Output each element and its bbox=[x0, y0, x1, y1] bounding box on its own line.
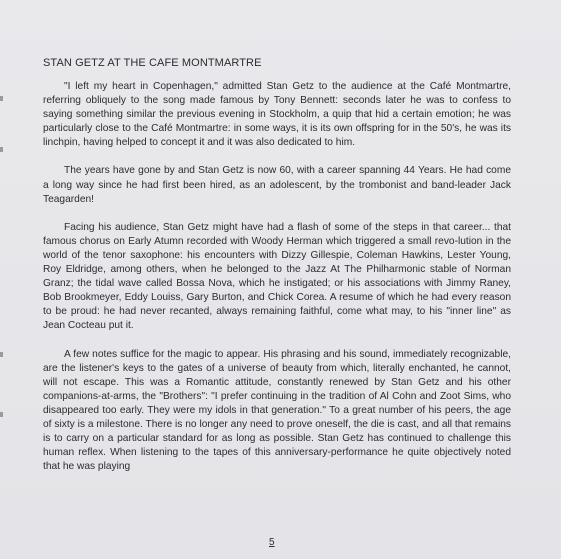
paragraph: "I left my heart in Copenhagen," admitted Stan Getz to the audience at the Café Montmartre, referring obliquely to the song made famous by Tony Bennett: seconds later he was to confess to saying something similar the previous evening in Stockholm, a quip that hid a certain emotion; he was particularly close to the Café Montmartre: in some ways, it is its own offspring for in the 50's, he was its linchpin, having helped to concept it and it was also dedicated to him. bbox=[43, 81, 511, 149]
edge-mark bbox=[0, 352, 3, 357]
article-title: STAN GETZ AT THE CAFE MONTMARTRE bbox=[43, 57, 262, 69]
edge-mark bbox=[0, 96, 3, 101]
edge-mark bbox=[0, 412, 3, 417]
paragraph: A few notes suffice for the magic to appear. His phrasing and his sound, immediately recognizable, are the listener's keys to the gates of a universe of beauty from which, literally enchanted, he cannot, will not escape. This was a Romantic attitude, constantly renewed by Stan Getz and his other companions-at-arms, the "Brothers": "I prefer continuing in the tradition of Al Cohn and Zoot Sims, who disappeared too early. They were my idols in that generation." To a great number of his peers, the age of sixty is a milestone. There is no longer any need to prove oneself, the die is cast, and all that remains is to carry on a particular standard for as long as possible. Stan Getz has continued to challenge this human reflex. When listening to the tapes of this anniversary-performance he quite objectively noted that he was playing bbox=[43, 348, 511, 473]
paragraph: Facing his audience, Stan Getz might have had a flash of some of the steps in that career... that famous chorus on Early Atumn recorded with Woody Herman which triggered a small revo-lution in the world of the tenor saxophone: his encounters with Dizzy Gillespie, Coleman Hawkins, Lester Young, Roy Eldridge, among others, when he belonged to the Jazz At The Philharmonic stable of Norman Granz; the tidal wave called Bossa Nova, which he instigated; or his associations with Jimmy Raney, Bob Brookmeyer, Eddy Louiss, Gary Burton, and Chick Corea. A resume of which he had every reason to be proud: he had never recanted, always remaining faithful, come what may, to his "inner line" as Jean Cocteau put it. bbox=[43, 221, 511, 332]
edge-mark bbox=[0, 147, 3, 152]
article-body bbox=[43, 80, 511, 488]
page-number: 5 bbox=[269, 537, 275, 548]
paragraph: The years have gone by and Stan Getz is now 60, with a career spanning 44 Years. He had come a long way since he had first been hired, as an adolescent, by the trombonist and band-leader Jack Teagarden! bbox=[43, 165, 511, 205]
